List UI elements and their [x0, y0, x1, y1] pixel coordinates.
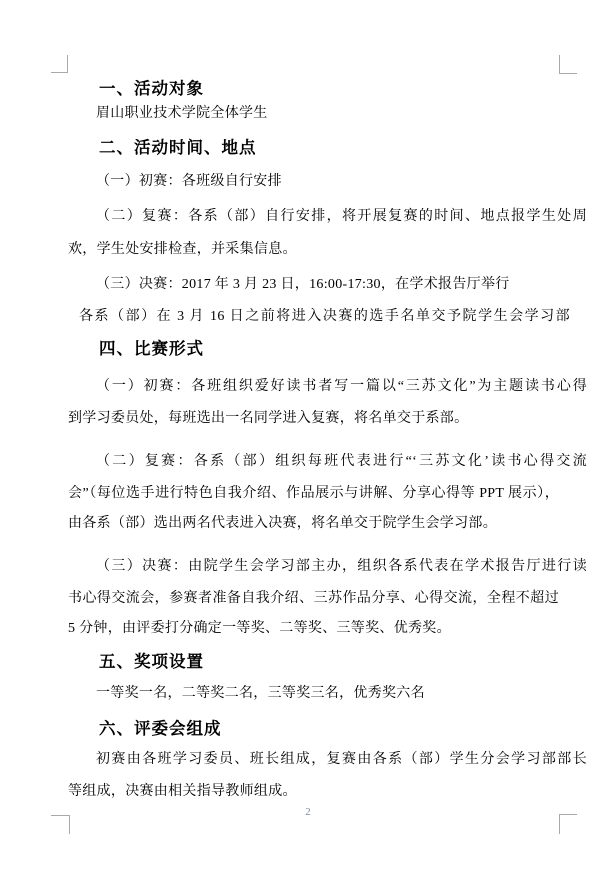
- line-format-final-3: 5 分钟，由评委打分确定一等奖、二等奖、三等奖、优秀奖。: [68, 621, 451, 636]
- line-format-semifinal-1: （二）复赛：各系（部）组织每班代表进行“‘三苏文化’读书心得交流: [96, 454, 587, 469]
- line-semifinal-schedule-1: （二）复赛：各系（部）自行安排，将开展复赛的时间、地点报学生处周: [96, 209, 587, 224]
- crop-mark-top-left: [51, 55, 68, 73]
- line-format-preliminary-2: 到学习委员处，每班选出一名同学进入复赛，将名单交于系部。: [68, 411, 469, 426]
- page-number: 2: [305, 806, 311, 818]
- line-activity-target: 眉山职业技术学院全体学生: [96, 106, 268, 121]
- line-judges-2: 等组成，决赛由相关指导教师组成。: [68, 784, 297, 799]
- heading-section-time-place: 二、活动时间、地点: [99, 139, 257, 157]
- line-preliminary-schedule: （一）初赛：各班级自行安排: [96, 174, 282, 189]
- line-format-semifinal-3: 由各系（部）选出两名代表进入决赛，将名单交于院学生会学习部。: [68, 516, 497, 531]
- line-semifinal-schedule-2: 欢，学生处安排检查，并采集信息。: [68, 242, 297, 257]
- line-final-schedule: （三）决赛：2017 年 3 月 23 日，16:00-17:30，在学术报告厅举行: [96, 277, 510, 292]
- heading-section-judges: 六、评委会组成: [99, 720, 222, 738]
- heading-section-format: 四、比赛形式: [99, 340, 204, 358]
- line-format-final-1: （三）决赛：由院学生会学习部主办，组织各系代表在学术报告厅进行读: [96, 559, 587, 574]
- line-format-semifinal-2: 会”（每位选手进行特色自我介绍、作品展示与讲解、分享心得等 PPT 展示），: [68, 486, 559, 501]
- line-judges-1: 初赛由各班学习委员、班长组成，复赛由各系（部）学生分会学习部部长: [96, 752, 587, 767]
- heading-section-activity-target: 一、活动对象: [99, 80, 204, 98]
- heading-section-awards: 五、奖项设置: [99, 653, 204, 671]
- line-final-roster-deadline: 各系（部）在 3 月 16 日之前将进入决赛的选手名单交予院学生会学习部: [79, 309, 570, 324]
- crop-mark-top-right: [559, 55, 577, 74]
- line-awards: 一等奖一名，二等奖二名，三等奖三名，优秀奖六名: [96, 686, 425, 701]
- line-format-final-2: 书心得交流会，参赛者准备自我介绍、三苏作品分享、心得交流，全程不超过: [68, 591, 559, 606]
- line-format-preliminary-1: （一）初赛：各班组织爱好读书者写一篇以“三苏文化”为主题读书心得: [96, 379, 587, 394]
